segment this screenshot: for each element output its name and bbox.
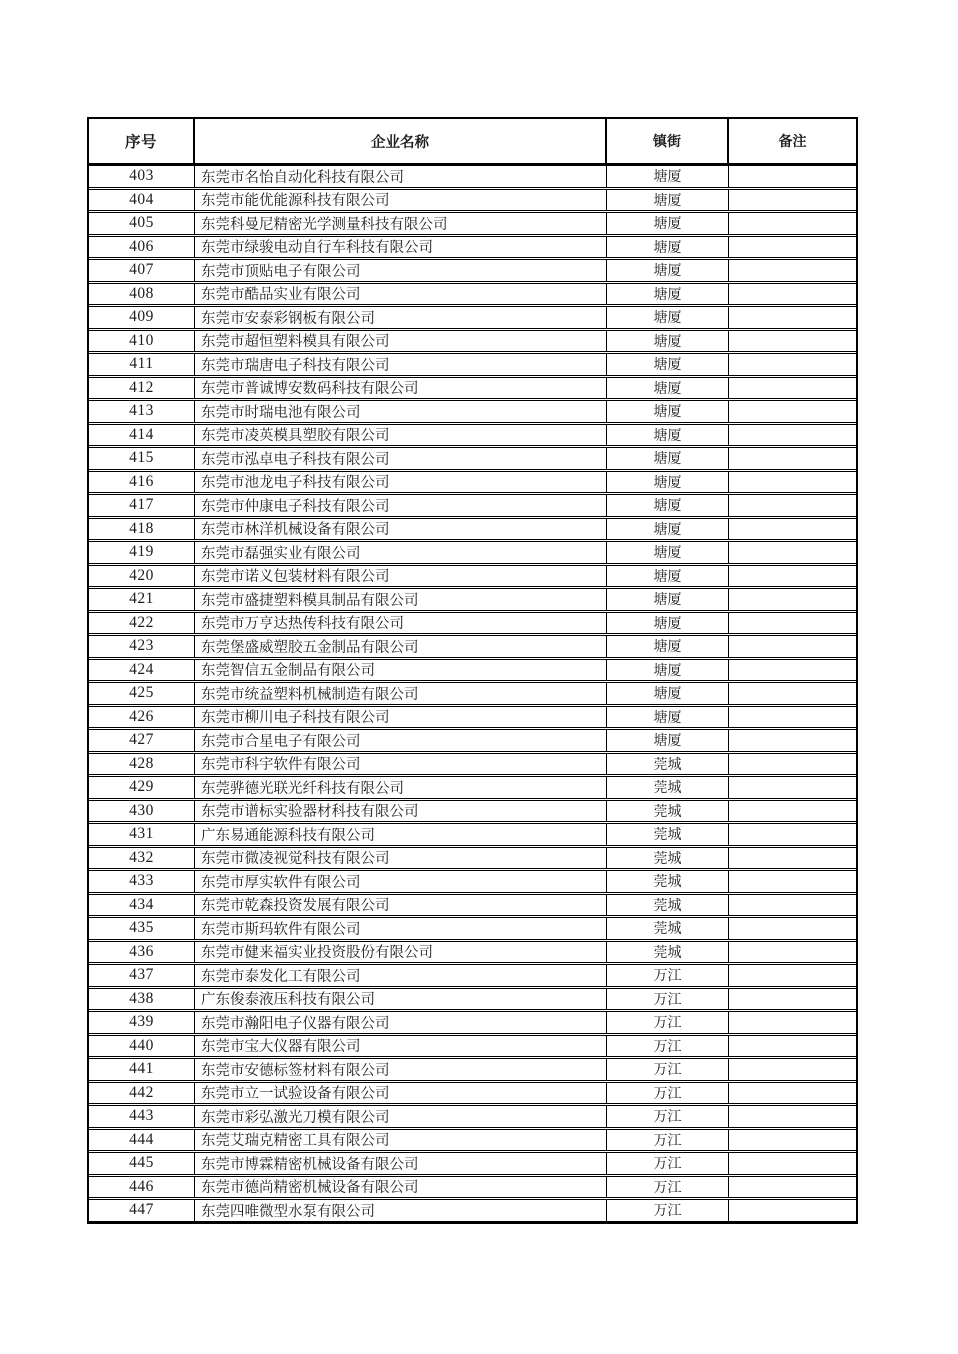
table-row [89, 236, 856, 259]
table-row [89, 917, 856, 940]
cell-remark [729, 260, 856, 281]
cell-serial: 436 [89, 942, 195, 963]
table-row [89, 1199, 856, 1222]
cell-town: 塘厦 [607, 190, 729, 211]
table-row [89, 1152, 856, 1175]
cell-town: 塘厦 [607, 425, 729, 446]
cell-serial: 430 [89, 801, 195, 822]
cell-company: 东莞市盛捷塑料模具制品有限公司 [195, 589, 607, 610]
cell-town: 塘厦 [607, 213, 729, 234]
cell-company: 东莞市能优能源科技有限公司 [195, 190, 607, 211]
table-row [89, 753, 856, 776]
cell-company: 东莞市德尚精密机械设备有限公司 [195, 1177, 607, 1198]
cell-town: 塘厦 [607, 730, 729, 751]
table-row [89, 823, 856, 846]
cell-town: 塘厦 [607, 284, 729, 305]
cell-company: 东莞市瀚阳电子仪器有限公司 [195, 1012, 607, 1033]
cell-serial: 407 [89, 260, 195, 281]
cell-company: 东莞市微凌视觉科技有限公司 [195, 848, 607, 869]
cell-company: 广东俊泰液压科技有限公司 [195, 989, 607, 1010]
header-cell-company: 企业名称 [195, 119, 607, 163]
cell-company: 东莞市安德标签材料有限公司 [195, 1059, 607, 1080]
table-row [89, 800, 856, 823]
cell-town: 万江 [607, 965, 729, 986]
cell-serial: 446 [89, 1177, 195, 1198]
cell-company: 东莞市泰发化工有限公司 [195, 965, 607, 986]
cell-town: 万江 [607, 1200, 729, 1221]
table-row [89, 330, 856, 353]
table-row [89, 283, 856, 306]
cell-town: 塘厦 [607, 331, 729, 352]
cell-company: 东莞市绿骏电动自行车科技有限公司 [195, 237, 607, 258]
cell-remark [729, 1012, 856, 1033]
cell-company: 东莞市泓卓电子科技有限公司 [195, 448, 607, 469]
cell-serial: 414 [89, 425, 195, 446]
table-row [89, 659, 856, 682]
table-row [89, 988, 856, 1011]
cell-serial: 416 [89, 472, 195, 493]
cell-serial: 428 [89, 754, 195, 775]
cell-remark [729, 495, 856, 516]
cell-serial: 427 [89, 730, 195, 751]
cell-company: 东莞市仲康电子科技有限公司 [195, 495, 607, 516]
cell-serial: 408 [89, 284, 195, 305]
table-row [89, 1082, 856, 1105]
cell-serial: 438 [89, 989, 195, 1010]
table-row [89, 541, 856, 564]
cell-remark [729, 472, 856, 493]
cell-company: 东莞市万亨达热传科技有限公司 [195, 613, 607, 634]
cell-town: 万江 [607, 1177, 729, 1198]
cell-serial: 410 [89, 331, 195, 352]
cell-town: 塘厦 [607, 495, 729, 516]
cell-remark [729, 284, 856, 305]
cell-company: 东莞市瑞唐电子科技有限公司 [195, 354, 607, 375]
cell-town: 万江 [607, 1130, 729, 1151]
cell-town: 万江 [607, 1083, 729, 1104]
company-table [87, 117, 858, 1224]
cell-town: 塘厦 [607, 542, 729, 563]
cell-remark [729, 707, 856, 728]
cell-company: 东莞市安泰彩钢板有限公司 [195, 307, 607, 328]
cell-serial: 411 [89, 354, 195, 375]
cell-town: 塘厦 [607, 683, 729, 704]
cell-remark [729, 1200, 856, 1221]
cell-town: 万江 [607, 1036, 729, 1057]
table-row [89, 377, 856, 400]
table-row [89, 565, 856, 588]
cell-serial: 433 [89, 871, 195, 892]
table-row [89, 189, 856, 212]
cell-town: 万江 [607, 1106, 729, 1127]
cell-serial: 418 [89, 519, 195, 540]
cell-serial: 424 [89, 660, 195, 681]
cell-company: 东莞市超恒塑料模具有限公司 [195, 331, 607, 352]
cell-serial: 426 [89, 707, 195, 728]
cell-town: 塘厦 [607, 307, 729, 328]
cell-serial: 409 [89, 307, 195, 328]
cell-company: 东莞市谱标实验器材科技有限公司 [195, 801, 607, 822]
cell-town: 莞城 [607, 895, 729, 916]
cell-company: 东莞市凌英模具塑胶有限公司 [195, 425, 607, 446]
cell-serial: 447 [89, 1200, 195, 1221]
cell-remark [729, 378, 856, 399]
cell-company: 东莞市统益塑料机械制造有限公司 [195, 683, 607, 704]
cell-company: 东莞艾瑞克精密工具有限公司 [195, 1130, 607, 1151]
cell-remark [729, 848, 856, 869]
cell-remark [729, 1083, 856, 1104]
cell-town: 塘厦 [607, 448, 729, 469]
cell-town: 塘厦 [607, 472, 729, 493]
header-cell-town: 镇街 [607, 119, 729, 163]
cell-town: 塘厦 [607, 613, 729, 634]
cell-remark [729, 1177, 856, 1198]
cell-company: 东莞市诺义包装材料有限公司 [195, 566, 607, 587]
table-row [89, 1105, 856, 1128]
cell-serial: 421 [89, 589, 195, 610]
table-row [89, 306, 856, 329]
cell-remark [729, 237, 856, 258]
cell-remark [729, 1130, 856, 1151]
cell-remark [729, 190, 856, 211]
cell-company: 东莞市名怡自动化科技有限公司 [195, 166, 607, 187]
cell-serial: 406 [89, 237, 195, 258]
table-row [89, 588, 856, 611]
table-row [89, 612, 856, 635]
cell-remark [729, 965, 856, 986]
table-row [89, 682, 856, 705]
cell-remark [729, 566, 856, 587]
cell-remark [729, 918, 856, 939]
cell-serial: 419 [89, 542, 195, 563]
cell-remark [729, 542, 856, 563]
table-row [89, 729, 856, 752]
cell-remark [729, 1059, 856, 1080]
cell-serial: 443 [89, 1106, 195, 1127]
cell-town: 莞城 [607, 824, 729, 845]
cell-town: 塘厦 [607, 519, 729, 540]
cell-company: 东莞市立一试验设备有限公司 [195, 1083, 607, 1104]
header-cell-serial: 序号 [89, 119, 195, 163]
cell-town: 莞城 [607, 801, 729, 822]
table-row [89, 1176, 856, 1199]
table-row [89, 447, 856, 470]
cell-company: 东莞堡盛威塑胶五金制品有限公司 [195, 636, 607, 657]
table-row [89, 964, 856, 987]
cell-company: 东莞市磊强实业有限公司 [195, 542, 607, 563]
cell-remark [729, 636, 856, 657]
cell-remark [729, 871, 856, 892]
cell-serial: 442 [89, 1083, 195, 1104]
cell-town: 塘厦 [607, 354, 729, 375]
cell-serial: 445 [89, 1153, 195, 1174]
cell-remark [729, 989, 856, 1010]
cell-serial: 434 [89, 895, 195, 916]
cell-remark [729, 660, 856, 681]
cell-town: 莞城 [607, 848, 729, 869]
cell-serial: 440 [89, 1036, 195, 1057]
cell-town: 万江 [607, 989, 729, 1010]
cell-remark [729, 801, 856, 822]
cell-serial: 405 [89, 213, 195, 234]
cell-serial: 420 [89, 566, 195, 587]
cell-town: 塘厦 [607, 166, 729, 187]
table-row [89, 1035, 856, 1058]
cell-company: 东莞市宝大仪器有限公司 [195, 1036, 607, 1057]
cell-town: 塘厦 [607, 660, 729, 681]
cell-town: 万江 [607, 1012, 729, 1033]
cell-remark [729, 354, 856, 375]
cell-town: 塘厦 [607, 707, 729, 728]
table-row [89, 259, 856, 282]
table-row [89, 1129, 856, 1152]
table-row [89, 941, 856, 964]
cell-serial: 441 [89, 1059, 195, 1080]
cell-serial: 431 [89, 824, 195, 845]
cell-company: 东莞市乾森投资发展有限公司 [195, 895, 607, 916]
cell-remark [729, 754, 856, 775]
cell-remark [729, 942, 856, 963]
cell-company: 东莞四唯微型水泵有限公司 [195, 1200, 607, 1221]
cell-town: 万江 [607, 1153, 729, 1174]
table-row [89, 847, 856, 870]
cell-company: 东莞市科宇软件有限公司 [195, 754, 607, 775]
header-cell-remark: 备注 [778, 133, 807, 149]
cell-remark [729, 683, 856, 704]
table-row [89, 1011, 856, 1034]
cell-remark [729, 401, 856, 422]
cell-company: 东莞市健来福实业投资股份有限公司 [195, 942, 607, 963]
cell-company: 东莞市时瑞电池有限公司 [195, 401, 607, 422]
table-row [89, 1058, 856, 1081]
cell-town: 塘厦 [607, 566, 729, 587]
table-row [89, 776, 856, 799]
cell-town: 塘厦 [607, 260, 729, 281]
cell-serial: 403 [89, 166, 195, 187]
cell-company: 东莞市普诚博安数码科技有限公司 [195, 378, 607, 399]
cell-remark [729, 1036, 856, 1057]
table-row [89, 400, 856, 423]
cell-company: 东莞市厚实软件有限公司 [195, 871, 607, 892]
cell-remark [729, 425, 856, 446]
cell-serial: 422 [89, 613, 195, 634]
cell-town: 塘厦 [607, 237, 729, 258]
cell-serial: 437 [89, 965, 195, 986]
cell-town: 万江 [607, 1059, 729, 1080]
cell-serial: 444 [89, 1130, 195, 1151]
cell-company: 东莞科曼尼精密光学测量科技有限公司 [195, 213, 607, 234]
cell-remark [729, 331, 856, 352]
cell-serial: 412 [89, 378, 195, 399]
cell-remark [729, 824, 856, 845]
cell-company: 东莞骅德光联光纤科技有限公司 [195, 777, 607, 798]
cell-serial: 423 [89, 636, 195, 657]
cell-remark [729, 613, 856, 634]
cell-remark [729, 730, 856, 751]
cell-remark [729, 213, 856, 234]
cell-remark [729, 448, 856, 469]
cell-remark [729, 1106, 856, 1127]
cell-company: 东莞市林洋机械设备有限公司 [195, 519, 607, 540]
cell-company: 东莞市顶贴电子有限公司 [195, 260, 607, 281]
cell-serial: 413 [89, 401, 195, 422]
cell-remark [729, 589, 856, 610]
cell-company: 东莞市柳川电子科技有限公司 [195, 707, 607, 728]
cell-town: 莞城 [607, 871, 729, 892]
cell-company: 东莞市博霖精密机械设备有限公司 [195, 1153, 607, 1174]
table-row [89, 471, 856, 494]
cell-remark [729, 777, 856, 798]
cell-remark [729, 166, 856, 187]
cell-company: 东莞市斯玛软件有限公司 [195, 918, 607, 939]
table-row [89, 870, 856, 893]
table-row [89, 165, 856, 188]
cell-serial: 417 [89, 495, 195, 516]
table-row [89, 706, 856, 729]
cell-remark [729, 519, 856, 540]
cell-serial: 435 [89, 918, 195, 939]
table-row [89, 494, 856, 517]
cell-serial: 432 [89, 848, 195, 869]
cell-town: 莞城 [607, 942, 729, 963]
table-row [89, 894, 856, 917]
cell-serial: 404 [89, 190, 195, 211]
table-row [89, 212, 856, 235]
cell-town: 塘厦 [607, 589, 729, 610]
cell-company: 广东易通能源科技有限公司 [195, 824, 607, 845]
cell-company: 东莞智信五金制品有限公司 [195, 660, 607, 681]
cell-town: 塘厦 [607, 401, 729, 422]
table-row [89, 353, 856, 376]
cell-company: 东莞市酷品实业有限公司 [195, 284, 607, 305]
cell-serial: 439 [89, 1012, 195, 1033]
cell-company: 东莞市池龙电子科技有限公司 [195, 472, 607, 493]
cell-company: 东莞市彩弘激光刀模有限公司 [195, 1106, 607, 1127]
table-row [89, 424, 856, 447]
cell-remark [729, 307, 856, 328]
cell-serial: 429 [89, 777, 195, 798]
table-row [89, 635, 856, 658]
cell-town: 莞城 [607, 777, 729, 798]
cell-serial: 425 [89, 683, 195, 704]
cell-company: 东莞市合星电子有限公司 [195, 730, 607, 751]
cell-town: 塘厦 [607, 636, 729, 657]
cell-serial: 415 [89, 448, 195, 469]
cell-town: 莞城 [607, 918, 729, 939]
table-row [89, 518, 856, 541]
cell-remark [729, 895, 856, 916]
table-header-row [89, 119, 856, 165]
table-body [89, 165, 856, 1222]
cell-remark [729, 1153, 856, 1174]
cell-town: 塘厦 [607, 378, 729, 399]
cell-town: 莞城 [607, 754, 729, 775]
